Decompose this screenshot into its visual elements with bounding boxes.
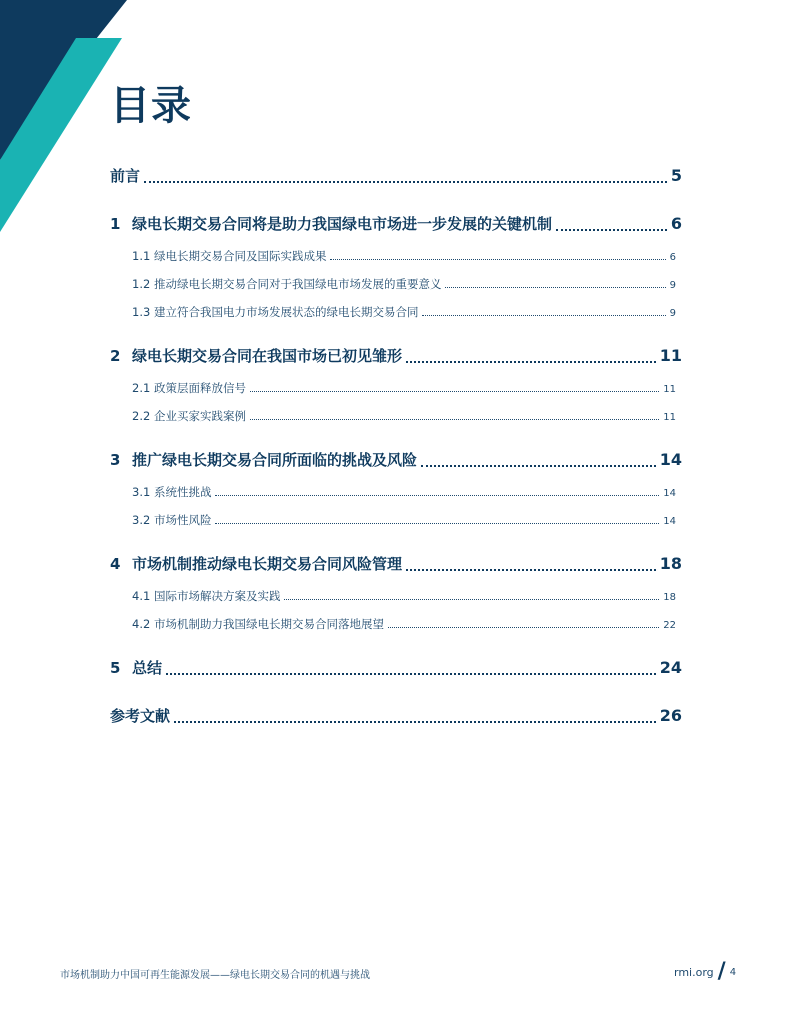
toc-page-number: 14 bbox=[659, 450, 682, 469]
toc-entry-label: 4.1 国际市场解决方案及实践 bbox=[132, 589, 281, 603]
toc-entry-label: 前言 bbox=[110, 167, 141, 185]
toc-page-number: 6 bbox=[670, 214, 682, 233]
toc-subentry[interactable] bbox=[110, 374, 682, 402]
toc-entry-label: 绿电长期交易合同将是助力我国绿电市场进一步发展的关键机制 bbox=[132, 215, 553, 233]
toc-entry[interactable] bbox=[110, 546, 682, 582]
toc-entry-label: 1.2 推动绿电长期交易合同对于我国绿电市场发展的重要意义 bbox=[132, 277, 442, 291]
toc-entry-label: 2.1 政策层面释放信号 bbox=[132, 381, 246, 395]
toc-page-number: 24 bbox=[659, 658, 682, 677]
toc-subentry[interactable] bbox=[110, 478, 682, 506]
toc-entry-number: 3 bbox=[110, 451, 121, 469]
toc-leader-dots bbox=[174, 720, 656, 723]
toc-leader-dots bbox=[388, 626, 659, 628]
toc-entry-number: 5 bbox=[110, 659, 121, 677]
toc-page-number: 11 bbox=[663, 384, 676, 395]
toc-page-number: 9 bbox=[669, 308, 676, 319]
toc-entry[interactable] bbox=[110, 206, 682, 242]
toc-page-number: 14 bbox=[663, 488, 676, 499]
footer-page-number: 4 bbox=[729, 966, 737, 978]
toc-subentry[interactable] bbox=[110, 402, 682, 430]
toc-subentry[interactable] bbox=[110, 582, 682, 610]
toc-entry-number: 4 bbox=[110, 555, 121, 573]
footer-slash-divider: / bbox=[717, 959, 726, 984]
toc-entry-label: 4.2 市场机制助力我国绿电长期交易合同落地展望 bbox=[132, 617, 384, 631]
toc-entry-label: 3.2 市场性风险 bbox=[132, 513, 212, 527]
table-of-contents bbox=[110, 158, 682, 734]
toc-leader-dots bbox=[421, 464, 656, 467]
toc-section-gap bbox=[110, 534, 682, 546]
toc-page-number: 18 bbox=[659, 554, 682, 573]
toc-subentry[interactable] bbox=[110, 270, 682, 298]
toc-entry-label: 推广绿电长期交易合同所面临的挑战及风险 bbox=[132, 451, 418, 469]
toc-subentry[interactable] bbox=[110, 610, 682, 638]
toc-page-number: 11 bbox=[659, 346, 682, 365]
toc-page-number: 26 bbox=[659, 706, 682, 725]
page-title: 目录 bbox=[110, 83, 192, 129]
toc-page-number: 6 bbox=[669, 252, 676, 263]
toc-leader-dots bbox=[144, 180, 667, 183]
toc-page-number: 22 bbox=[663, 620, 676, 631]
toc-page-number: 11 bbox=[663, 412, 676, 423]
toc-leader-dots bbox=[284, 598, 659, 600]
toc-entry-label: 1.3 建立符合我国电力市场发展状态的绿电长期交易合同 bbox=[132, 305, 419, 319]
toc-leader-dots bbox=[406, 568, 656, 571]
toc-leader-dots bbox=[215, 494, 659, 496]
toc-leader-dots bbox=[422, 314, 665, 316]
toc-entry[interactable] bbox=[110, 698, 682, 734]
toc-leader-dots bbox=[445, 286, 665, 288]
toc-entry-number: 1 bbox=[110, 215, 121, 233]
toc-leader-dots bbox=[250, 418, 659, 420]
toc-subentry[interactable] bbox=[110, 242, 682, 270]
footer-report-title: 市场机制助力中国可再生能源发展——绿电长期交易合同的机遇与挑战 bbox=[60, 970, 370, 981]
toc-entry-label: 参考文献 bbox=[110, 707, 171, 725]
toc-subentry[interactable] bbox=[110, 506, 682, 534]
toc-page-number: 5 bbox=[670, 166, 682, 185]
toc-entry[interactable] bbox=[110, 650, 682, 686]
toc-page-number: 18 bbox=[663, 592, 676, 603]
toc-entry-label: 市场机制推动绿电长期交易合同风险管理 bbox=[132, 555, 403, 573]
footer-right bbox=[674, 959, 737, 984]
toc-section-gap bbox=[110, 686, 682, 698]
toc-leader-dots bbox=[330, 258, 665, 260]
toc-entry[interactable] bbox=[110, 158, 682, 194]
toc-section-gap bbox=[110, 326, 682, 338]
toc-section-gap bbox=[110, 194, 682, 206]
footer-site-link[interactable]: rmi.org bbox=[674, 965, 714, 979]
toc-entry-number: 2 bbox=[110, 347, 121, 365]
toc-entry-label: 3.1 系统性挑战 bbox=[132, 485, 212, 499]
toc-entry[interactable] bbox=[110, 442, 682, 478]
toc-leader-dots bbox=[215, 522, 659, 524]
toc-entry-label: 2.2 企业买家实践案例 bbox=[132, 409, 246, 423]
toc-entry[interactable] bbox=[110, 338, 682, 374]
toc-page-number: 14 bbox=[663, 516, 676, 527]
toc-leader-dots bbox=[556, 228, 667, 231]
toc-entry-label: 总结 bbox=[132, 659, 163, 677]
toc-page-number: 9 bbox=[669, 280, 676, 291]
toc-leader-dots bbox=[406, 360, 656, 363]
toc-entry-label: 绿电长期交易合同在我国市场已初见雏形 bbox=[132, 347, 403, 365]
toc-entry-label: 1.1 绿电长期交易合同及国际实践成果 bbox=[132, 249, 327, 263]
toc-leader-dots bbox=[250, 390, 659, 392]
toc-leader-dots bbox=[166, 672, 656, 675]
toc-subentry[interactable] bbox=[110, 298, 682, 326]
toc-section-gap bbox=[110, 430, 682, 442]
toc-section-gap bbox=[110, 638, 682, 650]
